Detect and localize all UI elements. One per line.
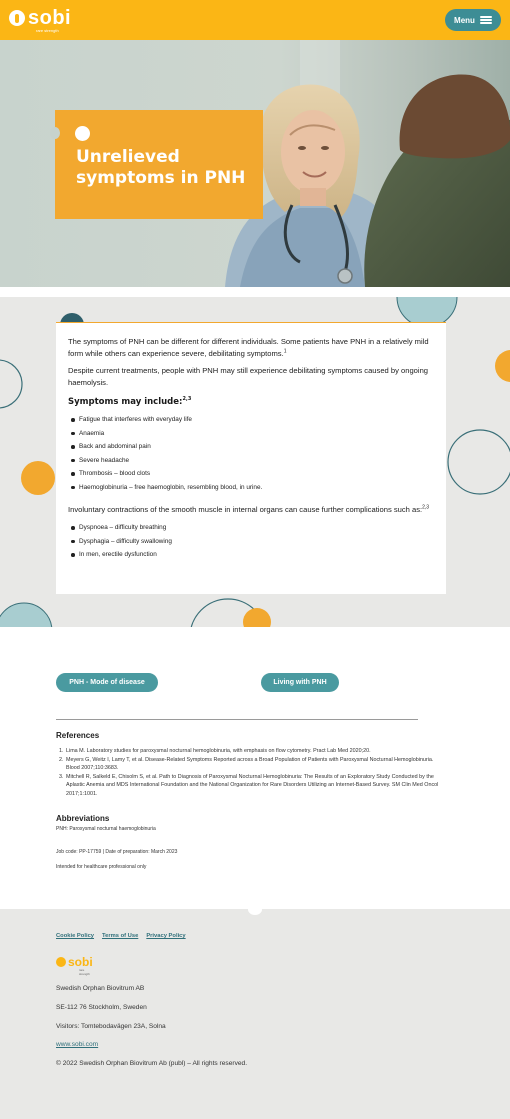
footer-logo-tagline: rare strength: [79, 968, 90, 976]
list-item: Severe headache: [68, 454, 434, 468]
symptoms-card: [56, 322, 446, 594]
copyright: © 2022 Swedish Orphan Biovitrum Ab (publ) – All rights reserved.: [56, 1060, 248, 1067]
list-item: Dysphagia – difficulty swallowing: [68, 535, 434, 549]
site-footer: [0, 909, 510, 1119]
logo-tagline: rare strength: [36, 28, 59, 33]
references-title: References: [56, 731, 100, 740]
complications-list: [68, 521, 434, 562]
reference-item: 3. Mitchell R, Salkeld E, Chisolm S, et al. Path to Diagnosis of Paroxysmal Nocturnal Hemoglobinuria: The Results of an Exploratory Study Conducted by the Aplastic Anemia and MDS International Foundation and the National Organization for Rare Disorders Utilizing an Internet-Based Survey. SM Clin Med Oncol 2017;1:1001.: [59, 773, 439, 797]
decorative-dot-icon: [75, 126, 90, 141]
ref-superscript: 2,3: [182, 396, 192, 403]
ref-superscript: 1: [283, 347, 287, 354]
logo-wordmark: sobi: [28, 7, 72, 29]
visitors-address: Visitors: Tomtebodavägen 23A, Solna: [56, 1023, 166, 1030]
complications-paragraph: Involuntary contractions of the smooth muscle in internal organs can cause further complications such as:$^{2,3}$: [68, 504, 430, 514]
page-title: Unrelieved symptoms in PNH: [76, 147, 246, 188]
list-item: Fatigue that interferes with everyday life: [68, 413, 434, 427]
footer-links: [56, 933, 186, 939]
menu-button[interactable]: [445, 9, 501, 31]
company-address: SE-112 76 Stockholm, Sweden: [56, 1004, 147, 1011]
list-item: Haemoglobinuria – free haemoglobin, resembling blood, in urine.: [68, 481, 434, 495]
reference-item: 2. Meyers G, Weitz I, Lamy T, et al. Disease-Related Symptoms Reported across a Broad Population of Patients with Paroxysmal Nocturnal Hemoglobinuria. Blood 2007;110:3683.: [59, 756, 434, 771]
list-item: In men, erectile dysfunction: [68, 548, 434, 562]
intro-paragraph-1: The symptoms of PNH can be different for different individuals. Some patients have PNH in a relatively mild form while others can experience severe, debilitating symptoms.$^1$: [68, 337, 429, 358]
job-code: Job code: PP-17759 | Date of preparation: March 2023: [56, 849, 178, 855]
terms-of-use-link[interactable]: Terms of Use: [102, 933, 139, 939]
footer-logo-wordmark: sobi: [68, 955, 93, 969]
list-item: Thrombosis – blood clots: [68, 467, 434, 481]
website-link[interactable]: www.sobi.com: [56, 1041, 99, 1048]
intro-paragraph-2: Despite current treatments, people with PNH may still experience debilitating symptoms caused by ongoing haemolysis.: [68, 366, 429, 387]
symptoms-heading: Symptoms may include:$^{2,3}$: [68, 396, 192, 407]
site-header: [0, 0, 510, 40]
audience-note: Intended for healthcare professional only: [56, 864, 147, 870]
list-item: Dyspnoea – difficulty breathing: [68, 521, 434, 535]
references-list: [56, 747, 446, 798]
card-notch-shape: [50, 127, 60, 139]
menu-label: Menu: [454, 15, 475, 25]
symptoms-list: [68, 413, 434, 495]
cookie-policy-link[interactable]: Cookie Policy: [56, 933, 95, 939]
sobi-logo[interactable]: [9, 7, 72, 29]
divider: [56, 719, 418, 720]
hamburger-icon: [480, 16, 492, 24]
list-item: Anaemia: [68, 427, 434, 441]
footer-logo-mark-icon: [56, 957, 66, 967]
footer-notch-shape: [248, 904, 262, 915]
ref-superscript: 2,3: [422, 504, 430, 511]
list-item: Back and abdominal pain: [68, 440, 434, 454]
privacy-policy-link[interactable]: Privacy Policy: [146, 933, 186, 939]
hero-title-card: [55, 110, 263, 219]
company-name: Swedish Orphan Biovitrum AB: [56, 985, 145, 992]
hero-banner: [0, 40, 510, 287]
abbreviations-text: PNH: Paroxysmal nocturnal haemoglobinuria: [56, 826, 156, 832]
abbreviations-title: Abbreviations: [56, 814, 110, 823]
reference-item: 1. Lima M. Laboratory studies for paroxysmal nocturnal hemoglobinuria, with emphasis on flow cytometry. Pract Lab Med 2020;20.: [59, 748, 371, 754]
logo-mark-icon: [9, 10, 25, 26]
next-page-button[interactable]: Living with PNH: [261, 673, 339, 692]
prev-page-button[interactable]: PNH - Mode of disease: [56, 673, 158, 692]
footer-sobi-logo[interactable]: [56, 955, 93, 976]
